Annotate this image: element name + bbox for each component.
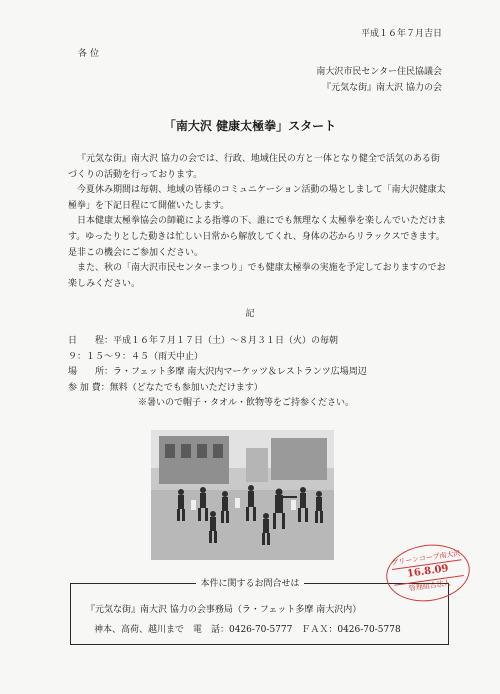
detail-note: ※暑いので帽子・タオル・飲物等をご持参ください。 (138, 398, 355, 409)
document-date: 平成１６年７月吉日 (360, 29, 442, 39)
sender-line-2: 『元気な街』南大沢 協力の会 (322, 83, 442, 93)
contact-line-2: 神本、高荷、越川まで 電 話：0426-70-5777 ＦＡＸ：0426-70-5778 (94, 625, 401, 635)
body-paragraph-4: また、秋の「南大沢市民センターまつり」でも健康太極拳の実施を予定しておりますのでお楽しみください。 (68, 263, 446, 289)
detail-schedule: 日 程：平成１６年７月１７日（土）～８月３１日（火）の毎朝 (68, 336, 339, 346)
contact-title-text: 本件に関するお問合せは (196, 579, 303, 589)
body-text (68, 152, 446, 292)
taichi-photo (151, 430, 334, 560)
contact-line-1: 『元気な街』南大沢 協力の会事務局（ラ・フェット多摩 南大沢内） (86, 605, 362, 615)
body-paragraph-3: 日本健康太極拳協会の師範による指導の下、誰にでも無理なく太極拳を楽しんでいただけます。ゆったりとした動きは忙しい日常から解放してくれ、身体の芯からリラックスできます。是非この機会にご参加ください。 (68, 216, 447, 258)
event-details (68, 334, 367, 412)
detail-place: 場 所：ラ・フェット多摩 南大沢内マーケッツ＆レストランツ広場周辺 (68, 367, 367, 378)
detail-time: ９：１５～９：４５（雨天中止） (68, 351, 204, 362)
taichi-photo-image (151, 430, 334, 560)
sender-line-1: 南大沢市民センター住民協議会 (316, 67, 442, 77)
detail-fee: 参 加 費：無料（どなたでも参加いただけます） (68, 382, 263, 393)
stamp-line-1: グリーンコープ南大沢 (390, 549, 461, 567)
body-paragraph-2: 今夏休み期間は毎朝、地域の皆様のコミュニケーション活動の場としまして「南大沢健康太極拳」を下記日程にて開催いたします。 (68, 185, 446, 211)
body-paragraph-1: 『元気な街』南大沢 協力の会では、行政、地域住民の方と一体となり健全で活気のある街づくりの活動を行っております。 (68, 154, 440, 180)
stamp-date: 16.8.09 (406, 563, 450, 580)
stamp-line-3: 管理組合法人 (408, 578, 452, 593)
ki-heading: 記 (245, 309, 255, 319)
document-title: 「南大沢 健康太極拳」スタート (163, 119, 337, 133)
addressee: 各位 (78, 49, 103, 59)
